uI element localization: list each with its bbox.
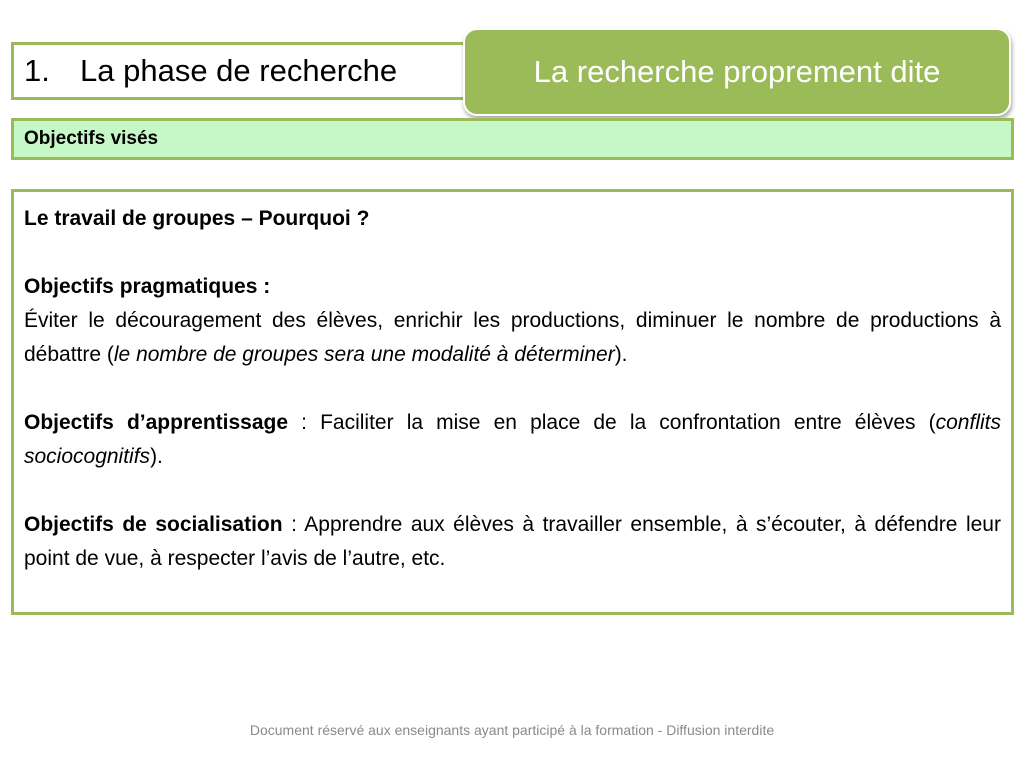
title-number: 1. <box>24 53 50 88</box>
section-tab-label: La recherche proprement dite <box>533 54 941 89</box>
learning-paragraph <box>24 406 1001 474</box>
title-text: La phase de recherche <box>80 53 398 88</box>
content-box <box>11 189 1014 615</box>
pragmatic-text-2: ). <box>614 343 628 366</box>
pragmatic-italic: le nombre de groupes sera une modalité à déterminer <box>113 343 615 366</box>
content-heading-text: Le travail de groupes – Pourquoi ? <box>24 207 370 230</box>
section-tab <box>463 28 1011 116</box>
spacer <box>24 372 1001 406</box>
objectives-header <box>11 118 1014 160</box>
pragmatic-label-line <box>24 270 1001 304</box>
social-paragraph <box>24 508 1001 576</box>
pragmatic-text-1: Éviter le découragement des élèves, enrichir les productions, diminuer le nombre de productions à débattre ( <box>24 309 1001 366</box>
learning-text-2: ). <box>150 445 163 468</box>
learning-italic: conflits sociocognitifs <box>24 411 1001 468</box>
pragmatic-label: Objectifs pragmatiques : <box>24 275 271 298</box>
pragmatic-paragraph <box>24 304 1001 372</box>
social-text: : Apprendre aux élèves à travailler ensemble, à s’écouter, à défendre leur point de vue, à respecter l’avis de l’autre, etc. <box>24 513 1001 570</box>
content-heading <box>24 202 1001 236</box>
objectives-header-label: Objectifs visés <box>24 128 159 149</box>
slide-title <box>11 42 477 100</box>
spacer <box>24 236 1001 270</box>
footer-notice: Document réservé aux enseignants ayant participé à la formation - Diffusion interdite <box>249 722 775 738</box>
learning-label: Objectifs d’apprentissage <box>24 411 289 434</box>
learning-text-1: : Faciliter la mise en place de la confrontation entre élèves ( <box>288 411 936 434</box>
spacer <box>24 474 1001 508</box>
social-label: Objectifs de socialisation <box>24 513 283 536</box>
